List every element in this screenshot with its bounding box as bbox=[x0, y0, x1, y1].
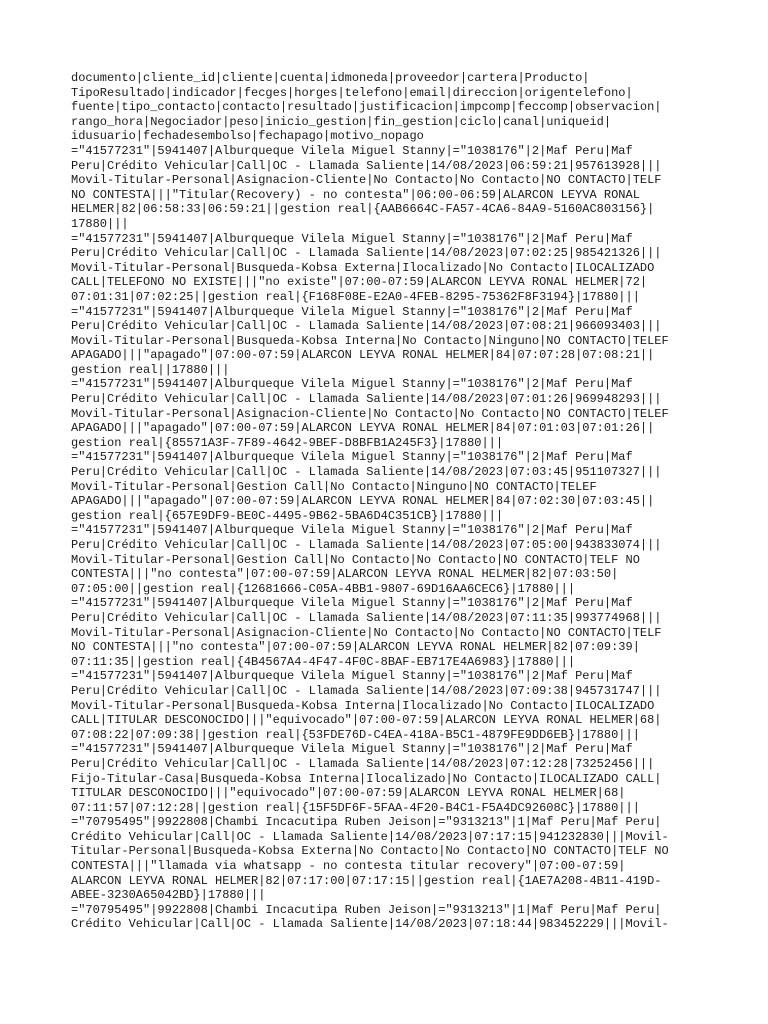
text-line: ="41577231"|5941407|Alburqueque Vilela Miguel Stanny|="1038176"|2|Maf Peru|Maf bbox=[71, 742, 633, 757]
text-line: 07:01:31|07:02:25||gestion real|{F168F08E-E2A0-4FEB-8295-75362F8F3194}|17880||| bbox=[71, 289, 640, 304]
text-line: 07:11:35||gestion real|{4B4567A4-4F47-4F0C-8BAF-EB717E4A6983}|17880||| bbox=[71, 654, 576, 669]
text-line: rango_hora|Negociador|peso|inicio_gestion|fin_gestion|ciclo|canal|uniqueid| bbox=[71, 114, 612, 129]
text-line: 17880||| bbox=[71, 216, 129, 231]
text-line: 07:05:00||gestion real|{12681666-C05A-4BB1-9807-69D16AA6CEC6}|17880||| bbox=[71, 581, 576, 596]
text-line: Movil-Titular-Personal|Busqueda-Kobsa Interna|Ilocalizado|No Contacto|ILOCALIZADO bbox=[71, 698, 655, 713]
text-line: Crédito Vehicular|Call|OC - Llamada Saliente|14/08/2023|07:18:44|983452229|||Movil- bbox=[71, 917, 669, 932]
text-line: TipoResultado|indicador|fecges|horges|telefono|email|direccion|origentelefono| bbox=[71, 85, 633, 100]
text-line: CONTESTA|||"llamada via whatsapp - no contesta titular recovery"|07:00-07:59| bbox=[71, 859, 626, 874]
text-line: Movil-Titular-Personal|Asignacion-Cliente|No Contacto|No Contacto|NO CONTACTO|TELEF bbox=[71, 406, 669, 421]
text-line: HELMER|82|06:58:33|06:59:21||gestion real|{AAB6664C-FA57-4CA6-84A9-5160AC803156}| bbox=[71, 202, 655, 217]
text-line: documento|cliente_id|cliente|cuenta|idmoneda|proveedor|cartera|Producto| bbox=[71, 71, 590, 85]
text-line: idusuario|fechadesembolso|fechapago|motivo_nopago bbox=[71, 129, 424, 144]
text-line: Movil-Titular-Personal|Gestion Call|No Contacto|No Contacto|NO CONTACTO|TELF NO bbox=[71, 552, 640, 567]
text-line: Movil-Titular-Personal|Asignacion-Cliente|No Contacto|No Contacto|NO CONTACTO|TELF bbox=[71, 173, 662, 188]
text-line: gestion real|{85571A3F-7F89-4642-9BEF-D8BFB1A245F3}|17880||| bbox=[71, 435, 504, 450]
text-line: Peru|Crédito Vehicular|Call|OC - Llamada Saliente|14/08/2023|07:02:25|985421326||| bbox=[71, 246, 662, 261]
text-line: CALL|TITULAR DESCONOCIDO|||"equivocado"|07:00-07:59|ALARCON LEYVA RONAL HELMER|68| bbox=[71, 713, 662, 728]
text-line: ="70795495"|9922808|Chambi Incacutipa Ruben Jeison|="9313213"|1|Maf Peru|Maf Peru| bbox=[71, 902, 662, 917]
text-line: Peru|Crédito Vehicular|Call|OC - Llamada Saliente|14/08/2023|07:11:35|993774968||| bbox=[71, 610, 662, 625]
text-line: Peru|Crédito Vehicular|Call|OC - Llamada Saliente|14/08/2023|07:09:38|945731747||| bbox=[71, 683, 662, 698]
text-line: gestion real|{657E9DF9-BE0C-4495-9B62-5BA6D4C351CB}|17880||| bbox=[71, 508, 504, 523]
text-line: fuente|tipo_contacto|contacto|resultado|justificacion|impcomp|feccomp|observacion| bbox=[71, 100, 662, 115]
text-line: ALARCON LEYVA RONAL HELMER|82|07:17:00|07:17:15||gestion real|{1AE7A208-4B11-419D- bbox=[71, 873, 662, 888]
text-line: Movil-Titular-Personal|Busqueda-Kobsa Externa|Ilocalizado|No Contacto|ILOCALIZADO bbox=[71, 260, 655, 275]
text-line: 07:11:57|07:12:28||gestion real|{15F5DF6F-5FAA-4F20-B4C1-F5A4DC92608C}|17880||| bbox=[71, 800, 640, 815]
text-line: ="41577231"|5941407|Alburqueque Vilela Miguel Stanny|="1038176"|2|Maf Peru|Maf bbox=[71, 523, 633, 538]
text-line: APAGADO|||"apagado"|07:00-07:59|ALARCON LEYVA RONAL HELMER|84|07:07:28|07:08:21|| bbox=[71, 348, 655, 363]
text-line: ="41577231"|5941407|Alburqueque Vilela Miguel Stanny|="1038176"|2|Maf Peru|Maf bbox=[71, 304, 633, 319]
text-line: Movil-Titular-Personal|Busqueda-Kobsa Interna|No Contacto|Ninguno|NO CONTACTO|TELEF bbox=[71, 333, 669, 348]
document-page bbox=[71, 71, 701, 932]
text-line: Peru|Crédito Vehicular|Call|OC - Llamada Saliente|14/08/2023|06:59:21|957613928||| bbox=[71, 158, 662, 173]
text-line: Peru|Crédito Vehicular|Call|OC - Llamada Saliente|14/08/2023|07:01:26|969948293||| bbox=[71, 392, 662, 407]
text-line: Peru|Crédito Vehicular|Call|OC - Llamada Saliente|14/08/2023|07:08:21|966093403||| bbox=[71, 319, 662, 334]
text-line: NO CONTESTA|||"no contesta"|07:00-07:59|ALARCON LEYVA RONAL HELMER|82|07:09:39| bbox=[71, 640, 640, 655]
text-line: 07:08:22|07:09:38||gestion real|{53FDE76D-C4EA-418A-B5C1-4879FE9DD6EB}|17880||| bbox=[71, 727, 640, 742]
text-line: CONTESTA|||"no contesta"|07:00-07:59|ALARCON LEYVA RONAL HELMER|82|07:03:50| bbox=[71, 567, 619, 582]
text-line: APAGADO|||"apagado"|07:00-07:59|ALARCON LEYVA RONAL HELMER|84|07:01:03|07:01:26|| bbox=[71, 421, 655, 436]
text-line: Fijo-Titular-Casa|Busqueda-Kobsa Interna|Ilocalizado|No Contacto|ILOCALIZADO CALL| bbox=[71, 771, 662, 786]
text-line: Movil-Titular-Personal|Asignacion-Cliente|No Contacto|No Contacto|NO CONTACTO|TELF bbox=[71, 625, 662, 640]
text-line: ="41577231"|5941407|Alburqueque Vilela Miguel Stanny|="1038176"|2|Maf Peru|Maf bbox=[71, 450, 633, 465]
text-line: ="41577231"|5941407|Alburqueque Vilela Miguel Stanny|="1038176"|2|Maf Peru|Maf bbox=[71, 596, 633, 611]
text-line: gestion real||17880||| bbox=[71, 362, 230, 377]
text-line: ="41577231"|5941407|Alburqueque Vilela Miguel Stanny|="1038176"|2|Maf Peru|Maf bbox=[71, 231, 633, 246]
text-line: APAGADO|||"apagado"|07:00-07:59|ALARCON LEYVA RONAL HELMER|84|07:02:30|07:03:45|| bbox=[71, 494, 655, 509]
text-line: ="41577231"|5941407|Alburqueque Vilela Miguel Stanny|="1038176"|2|Maf Peru|Maf bbox=[71, 143, 633, 158]
text-line: Peru|Crédito Vehicular|Call|OC - Llamada Saliente|14/08/2023|07:05:00|943833074||| bbox=[71, 538, 662, 552]
text-line: CALL|TELEFONO NO EXISTE|||"no existe"|07:00-07:59|ALARCON LEYVA RONAL HELMER|72| bbox=[71, 275, 648, 290]
text-line: Movil-Titular-Personal|Gestion Call|No Contacto|Ninguno|NO CONTACTO|TELEF bbox=[71, 479, 597, 494]
text-line: ="41577231"|5941407|Alburqueque Vilela Miguel Stanny|="1038176"|2|Maf Peru|Maf bbox=[71, 669, 633, 684]
text-line: TITULAR DESCONOCIDO|||"equivocado"|07:00-07:59|ALARCON LEYVA RONAL HELMER|68| bbox=[71, 786, 626, 801]
text-line: Peru|Crédito Vehicular|Call|OC - Llamada Saliente|14/08/2023|07:03:45|951107327||| bbox=[71, 465, 662, 480]
text-line: ABEE-3230A65042BD}|17880||| bbox=[71, 888, 266, 903]
text-line: ="70795495"|9922808|Chambi Incacutipa Ruben Jeison|="9313213"|1|Maf Peru|Maf Peru| bbox=[71, 815, 662, 830]
text-line: NO CONTESTA|||"Titular(Recovery) - no contesta"|06:00-06:59|ALARCON LEYVA RONAL bbox=[71, 187, 640, 202]
text-line: Peru|Crédito Vehicular|Call|OC - Llamada Saliente|14/08/2023|07:12:28|73252456||| bbox=[71, 756, 655, 771]
text-line: Titular-Personal|Busqueda-Kobsa Externa|No Contacto|No Contacto|NO CONTACTO|TELF NO bbox=[71, 844, 669, 859]
text-line: Crédito Vehicular|Call|OC - Llamada Saliente|14/08/2023|07:17:15|941232830|||Movil- bbox=[71, 829, 669, 844]
text-line: ="41577231"|5941407|Alburqueque Vilela Miguel Stanny|="1038176"|2|Maf Peru|Maf bbox=[71, 377, 633, 392]
